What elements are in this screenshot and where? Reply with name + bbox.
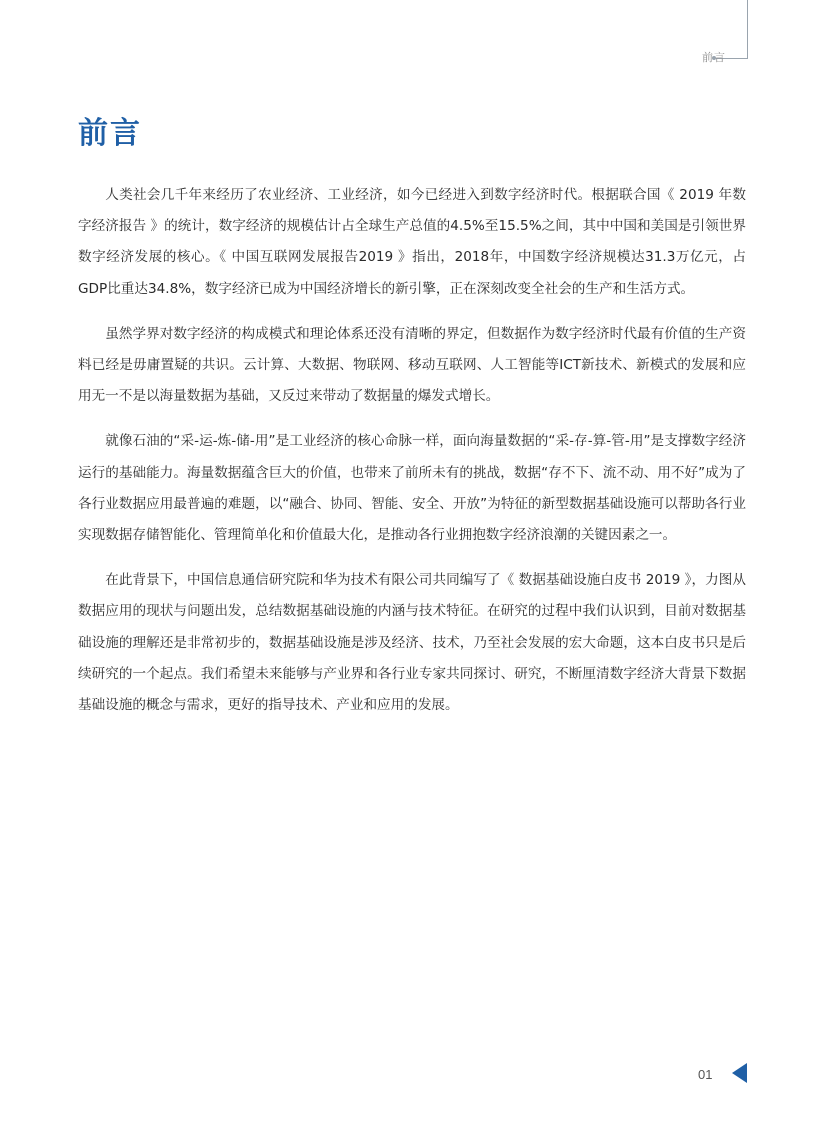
page-title: 前言 [78, 116, 142, 151]
triangle-left-icon [732, 1063, 747, 1083]
header-rule-vertical [747, 0, 748, 59]
paragraph: 在此背景下，中国信息通信研究院和华为技术有限公司共同编写了《 数据基础设施白皮书 2019 》，力图从数据应用的现状与问题出发，总结数据基础设施的内涵与技术特征。在研究的过程中我们认识到，目前对数据基础设施的理解还是非常初步的，数据基础设施是涉及经济、技术，乃至社会发展的宏大命题，这本白皮书只是后续研究的一个起点。我们希望未来能够与产业界和各行业专家共同探讨、研究，不断厘清数字经济大背景下数据基础设施的概念与需求，更好的指导技术、产业和应用的发展。 [78, 572, 746, 714]
paragraph: 就像石油的“采-运-炼-储-用”是工业经济的核心命脉一样，面向海量数据的“采-存-算-管-用”是支撑数字经济运行的基础能力。海量数据蕴含巨大的价值，也带来了前所未有的挑战，数据“存不下、流不动、用不好”成为了各行业数据应用最普遍的难题，以“融合、协同、智能、安全、开放”为特征的新型数据基础设施可以帮助各行业实现数据存储智能化、管理简单化和价值最大化，是推动各行业拥抱数字经济浪潮的关键因素之一。 [78, 433, 746, 544]
paragraph: 人类社会几千年来经历了农业经济、工业经济，如今已经进入到数字经济时代。根据联合国《 2019 年数字经济报告 》的统计，数字经济的规模估计占全球生产总值的4.5%至15.5%之间，其中中国和美国是引领世界数字经济发展的核心。《 中国互联网发展报告2019 》指出，2018年，中国数字经济规模达31.3万亿元，占GDP比重达34.8%，数字经济已成为中国经济增长的新引擎，正在深刻改变全社会的生产和生活方式。 [78, 187, 746, 297]
body-content [78, 180, 746, 735]
page-number: 01 [698, 1067, 713, 1082]
paragraph: 虽然学界对数字经济的构成模式和理论体系还没有清晰的界定，但数据作为数字经济时代最有价值的生产资料已经是毋庸置疑的共识。云计算、大数据、物联网、移动互联网、人工智能等ICT新技术、新模式的发展和应用无一不是以海量数据为基础，又反过来带动了数据量的爆发式增长。 [78, 325, 746, 405]
header-section-label: 前言 [702, 51, 726, 64]
